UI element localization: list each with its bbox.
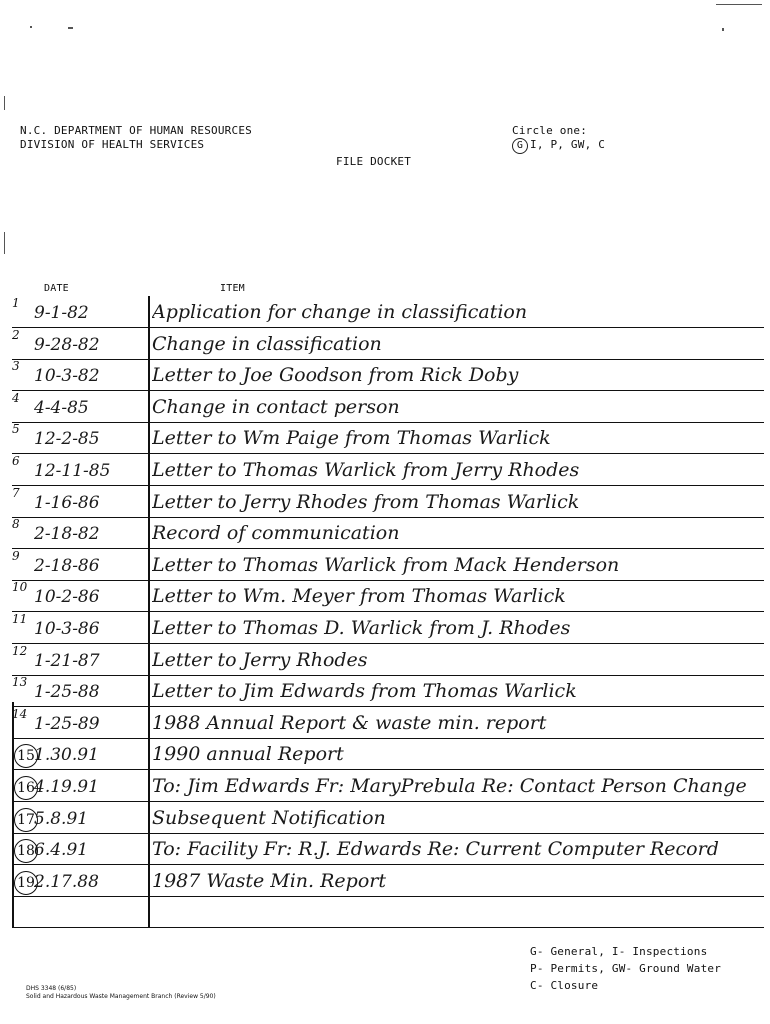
row-number: 17 — [14, 808, 38, 832]
row-item: 1987 Waste Min. Report — [152, 869, 386, 892]
circle-one-box — [512, 124, 605, 154]
row-item: Letter to Jim Edwards from Thomas Warlick — [152, 680, 577, 703]
row-date: 2-18-86 — [34, 555, 100, 576]
docket-table — [12, 296, 764, 928]
legend-line: G- General, I- Inspections — [530, 945, 708, 958]
row-date: 1-21-87 — [34, 650, 100, 671]
row-item: Letter to Joe Goodson from Rick Doby — [152, 364, 519, 387]
legend-line: P- Permits, GW- Ground Water — [530, 962, 722, 975]
table-row — [12, 296, 764, 328]
row-date: 12-11-85 — [34, 461, 111, 481]
circle-one-label: Circle one: — [512, 124, 588, 137]
row-date: 1-16-86 — [34, 492, 100, 513]
row-item: Letter to Thomas D. Warlick from J. Rhodes — [152, 617, 571, 639]
row-number: 6 — [12, 454, 20, 468]
row-date: 6.4.91 — [34, 840, 89, 861]
scan-speck — [30, 26, 32, 28]
row-number: 7 — [12, 485, 20, 500]
row-item: Change in classification — [152, 332, 382, 355]
legend-line: C- Closure — [530, 979, 599, 992]
row-number: 5 — [12, 422, 20, 437]
row-number: 4 — [12, 390, 20, 405]
circled-option-g: G — [512, 138, 528, 154]
row-date: 1-25-88 — [34, 682, 100, 703]
row-number: 18 — [14, 839, 38, 863]
row-number: 16 — [14, 776, 38, 800]
row-item: Letter to Thomas Warlick from Mack Henderson — [152, 553, 620, 576]
row-item: Letter to Wm. Meyer from Thomas Warlick — [152, 585, 566, 608]
table-row — [12, 422, 764, 454]
row-number: 11 — [12, 612, 28, 626]
table-row — [12, 454, 764, 486]
table-row — [12, 612, 764, 644]
row-number: 12 — [12, 643, 28, 658]
date-column-header: DATE — [44, 283, 69, 294]
department-name: N.C. DEPARTMENT OF HUMAN RESOURCES — [20, 124, 252, 137]
scan-speck — [68, 27, 73, 29]
row-date: 1-25-89 — [34, 713, 100, 734]
row-date: 12-2-85 — [34, 429, 100, 450]
table-row — [12, 580, 764, 612]
scan-speck — [4, 96, 5, 110]
row-number: 10 — [12, 580, 28, 595]
row-item: Subsequent Notification — [152, 806, 386, 829]
division-name: DIVISION OF HEALTH SERVICES — [20, 138, 205, 151]
row-date: 9-1-82 — [34, 303, 89, 323]
row-item: Letter to Jerry Rhodes from Thomas Warlick — [152, 490, 580, 513]
row-number: 19 — [14, 871, 38, 895]
row-number: 2 — [12, 327, 20, 342]
row-number: 1 — [12, 296, 20, 310]
row-date: 5.8.91 — [34, 808, 89, 829]
table-row — [12, 738, 764, 770]
table-row — [12, 644, 764, 676]
row-item: Record of communication — [152, 522, 400, 545]
row-item: Change in contact person — [152, 395, 400, 418]
row-number: 13 — [12, 675, 28, 690]
item-column-header: ITEM — [220, 283, 245, 294]
table-row — [12, 770, 764, 802]
row-item: 1990 annual Report — [152, 743, 344, 766]
scan-speck — [722, 28, 724, 31]
table-row — [12, 517, 764, 549]
row-item: Application for change in classification — [152, 301, 528, 323]
row-item: Letter to Jerry Rhodes — [152, 648, 368, 671]
table-row — [12, 833, 764, 865]
form-footer — [26, 985, 216, 1001]
row-item: To: Facility Fr: R.J. Edwards Re: Current Computer Record — [152, 838, 719, 861]
table-row — [12, 802, 764, 834]
table-row — [12, 896, 764, 928]
row-number: 14 — [12, 706, 28, 721]
scan-speck — [716, 4, 762, 5]
table-row — [12, 359, 764, 391]
row-item: To: Jim Edwards Fr: MaryPrebula Re: Contact Person Change — [152, 775, 747, 797]
table-row — [12, 486, 764, 518]
department-header — [20, 124, 252, 152]
row-item: 1988 Annual Report & waste min. report — [152, 711, 547, 734]
table-row — [12, 549, 764, 581]
table-row — [12, 707, 764, 739]
legend — [530, 943, 721, 994]
row-date: 10-3-82 — [34, 366, 100, 387]
row-date: 4.19.91 — [34, 777, 99, 797]
row-number: 8 — [12, 517, 20, 532]
file-docket-title: FILE DOCKET — [336, 155, 412, 168]
row-date: 2.17.88 — [34, 871, 99, 892]
table-row — [12, 675, 764, 707]
row-date: 10-3-86 — [34, 619, 100, 639]
other-options: I, P, GW, C — [530, 138, 606, 151]
table-row — [12, 391, 764, 423]
row-date: 2-18-82 — [34, 524, 100, 545]
table-row — [12, 328, 764, 360]
row-number: 15 — [14, 744, 38, 768]
scan-speck — [4, 232, 5, 254]
row-date: 1.30.91 — [34, 745, 99, 766]
row-date: 9-28-82 — [34, 334, 100, 355]
circle-one-options — [512, 138, 605, 154]
table-row — [12, 865, 764, 897]
row-item: Letter to Wm Paige from Thomas Warlick — [152, 427, 551, 450]
row-number: 3 — [12, 359, 20, 374]
row-date: 10-2-86 — [34, 587, 100, 608]
row-number: 9 — [12, 548, 20, 563]
row-item: Letter to Thomas Warlick from Jerry Rhodes — [152, 459, 580, 481]
branch-name: Solid and Hazardous Waste Management Branch (Review 5/90) — [26, 993, 216, 1000]
form-number: DHS 3348 (6/85) — [26, 985, 77, 992]
row-date: 4-4-85 — [34, 397, 89, 418]
